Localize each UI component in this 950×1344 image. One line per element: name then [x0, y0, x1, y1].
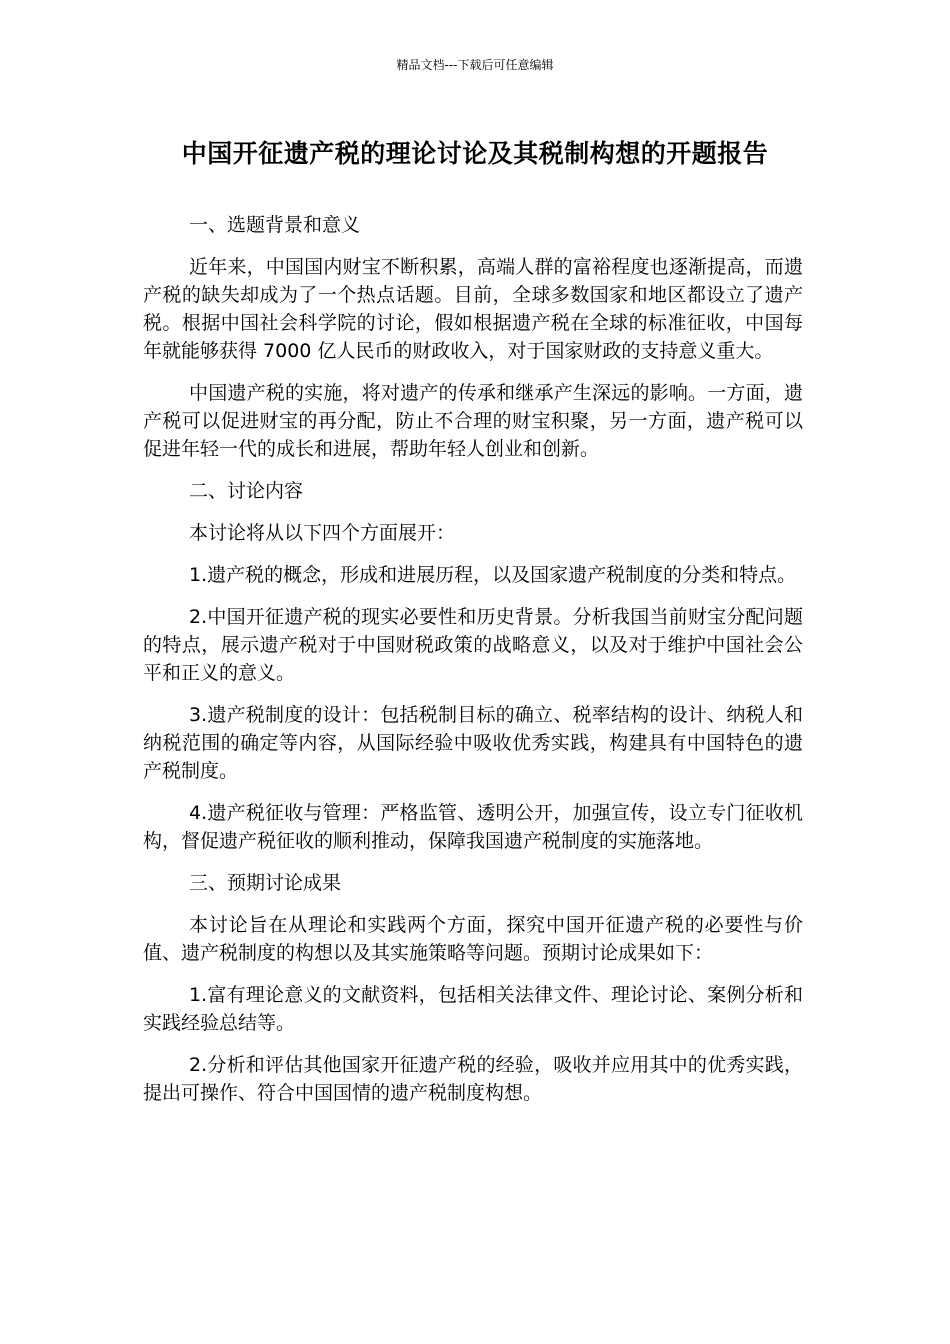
document-body: [143, 211, 803, 1121]
list-item-content-1: 1.遗产税的概念，形成和进展历程，以及国家遗产税制度的分类和特点。: [189, 564, 797, 586]
section-heading-results: 三、预期讨论成果: [189, 872, 342, 894]
section-heading-content: 二、讨论内容: [189, 480, 304, 502]
paragraph-results-intro: 本讨论旨在从理论和实践两个方面，探究中国开征遗产税的必要性与价值、遗产税制度的构想以及其实施策略等问题。预期讨论成果如下：: [143, 914, 803, 964]
paragraph-content-intro: 本讨论将从以下四个方面展开：: [189, 522, 456, 544]
list-item-result-2: 2.分析和评估其他国家开征遗产税的经验，吸收并应用其中的优秀实践，提出可操作、符合中国国情的遗产税制度构想。: [143, 1054, 803, 1104]
list-item-content-3: 3.遗产税制度的设计：包括税制目标的确立、税率结构的设计、纳税人和纳税范围的确定等内容，从国际经验中吸收优秀实践，构建具有中国特色的遗产税制度。: [143, 704, 803, 782]
paragraph-background: 近年来，中国国内财宝不断积累，高端人群的富裕程度也逐渐提高，而遗产税的缺失却成为了一个热点话题。目前，全球多数国家和地区都设立了遗产税。根据中国社会科学院的讨论，假如根据遗产税在全球的标准征收，中国每年就能够获得 7000 亿人民币的财政收入，对于国家财政的支持意义重大。: [143, 256, 803, 362]
page-header: 精品文档---下载后可任意编辑: [396, 58, 554, 72]
list-item-content-4: 4.遗产税征收与管理：严格监管、透明公开，加强宣传，设立专门征收机构，督促遗产税征收的顺利推动，保障我国遗产税制度的实施落地。: [143, 802, 803, 852]
list-item-result-1: 1.富有理论意义的文献资料，包括相关法律文件、理论讨论、案例分析和实践经验总结等。: [143, 984, 803, 1034]
paragraph-impact: 中国遗产税的实施，将对遗产的传承和继承产生深远的影响。一方面，遗产税可以促进财宝的再分配，防止不合理的财宝积聚，另一方面，遗产税可以促进年轻一代的成长和进展，帮助年轻人创业和创新。: [143, 382, 803, 460]
section-heading-background: 一、选题背景和意义: [189, 214, 361, 236]
document-title: 中国开征遗产税的理论讨论及其税制构想的开题报告: [181, 139, 769, 168]
list-item-content-2: 2.中国开征遗产税的现实必要性和历史背景。分析我国当前财宝分配问题的特点，展示遗产税对于中国财税政策的战略意义，以及对于维护中国社会公平和正义的意义。: [143, 606, 803, 684]
